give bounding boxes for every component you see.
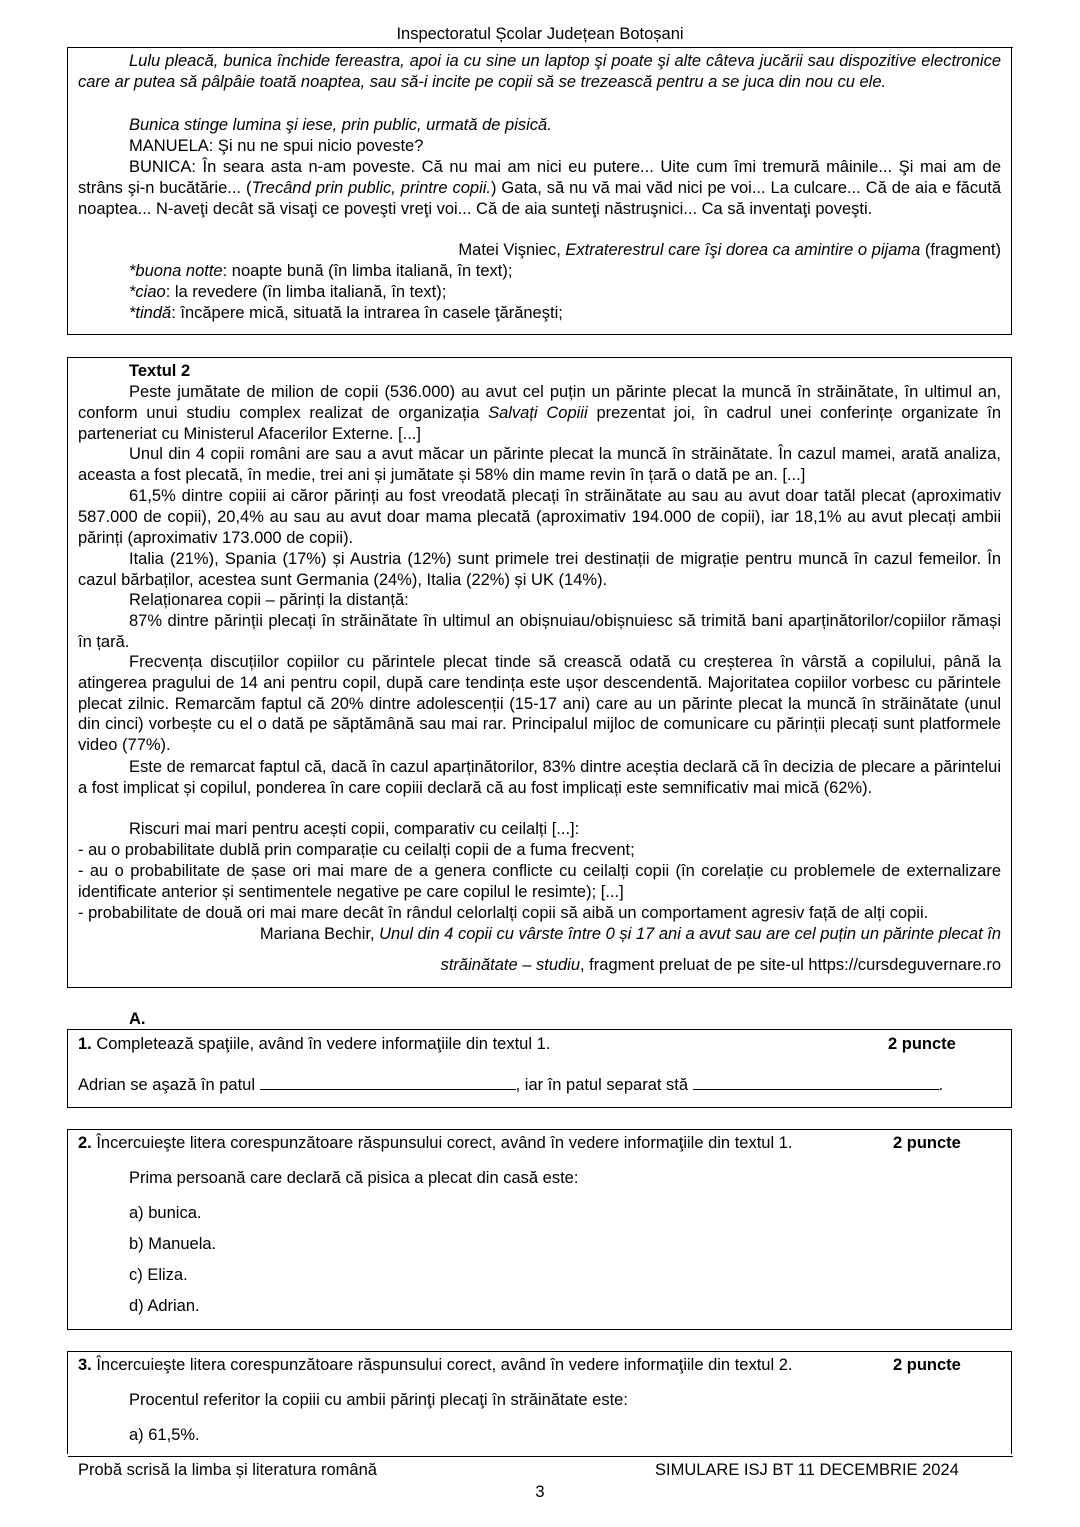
text2-paragraph-9: Riscuri mai mari pentru acești copii, comparativ cu ceilalți [...]: — [129, 820, 580, 838]
dialogue-bunica: BUNICA: În seara asta n-am poveste. Că nu mai am nici eu putere... Uite cum îmi tremură mâinile... Şi mai am de strâns şi-n bucătărie... (Trecând prin public, printre copii.) Gata, să nu vă mai văd nici pe voi... La culcare... Că de aia e făcută noaptea... N-aveţi decât să visaţi ce poveşti vreţi voi... Că de aia sunteţi năstruşnici... Ca să inventaţi poveşti. — [78, 158, 1002, 218]
footnote-tinda: *tindă: încăpere mică, situată la intrarea în casele ţărăneşti; — [129, 304, 563, 322]
answer-blank-1[interactable] — [260, 1075, 516, 1090]
text2-paragraph-5: Relaționarea copii – părinți la distanță: — [129, 591, 409, 609]
text2-paragraph-8: Este de remarcat faptul că, dacă în cazul aparținătorilor, 83% dintre aceștia declară că în decizia de plecare a părintelui a fost implicat și copilul, ponderea în care copiii declară că au fost implicați este semnificativ mai mică (62%). — [78, 758, 1001, 797]
text1-source: Matei Vişniec, Extraterestrul care îşi dorea ca amintire o pijama (fragment) — [458, 241, 1001, 259]
question-1-box — [67, 1029, 1012, 1108]
question-3-box — [67, 1351, 1012, 1454]
question-2-box — [67, 1129, 1012, 1330]
question-2-prompt: Prima persoană care declară că pisica a plecat din casă este: — [129, 1169, 579, 1187]
option-c[interactable]: c) Eliza. — [129, 1266, 188, 1284]
text2-bullet-1: - au o probabilitate dublă prin comparație cu ceilalți copii de a fuma frecvent; — [78, 841, 635, 859]
section-label: A. — [129, 1010, 146, 1028]
option-d[interactable]: d) Adrian. — [129, 1297, 200, 1315]
answer-blank-2[interactable] — [693, 1075, 939, 1090]
text2-paragraph-4: Italia (21%), Spania (17%) și Austria (12%) sunt primele trei destinații de migrație pentru muncă în cazul femeilor. În cazul bărbaților, acestea sunt Germania (24%), Italia (22%) și UK (14%). — [78, 550, 1001, 589]
page-number: 3 — [535, 1483, 545, 1501]
question-1-fill-line: Adrian se aşază în patul , iar în patul separat stă . — [78, 1076, 944, 1094]
question-3-prompt: Procentul referitor la copiii cu ambii părinţi plecaţi în străinătate este: — [129, 1391, 628, 1409]
text2-paragraph-3: 61,5% dintre copiii ai căror părinți au fost vreodată plecați în străinătate au sau au avut doar tatăl plecat (aproximativ 587.000 de copii), 20,4% au sau au avut doar mama plecată (aproximativ 194.000 de copii), iar 18,1% au avut plecați ambii părinți (aproximativ 173.000 de copii). — [78, 487, 1001, 547]
text2-bullet-3: - probabilitate de două ori mai mare decât în rândul celorlalți copii să aibă un comportament agresiv față de alți copii. — [78, 904, 929, 922]
option-b[interactable]: b) Manuela. — [129, 1235, 217, 1253]
question-2-points: 2 puncte — [893, 1134, 961, 1152]
text2-source-line-2: străinătate – studiu, fragment preluat de pe site-ul https://cursdeguvernare.ro — [440, 956, 1001, 974]
footer-right: SIMULARE ISJ BT 11 DECEMBRIE 2024 — [655, 1461, 959, 1479]
text2-paragraph-6: 87% dintre părinții plecați în străinătate în ultimul an obișnuiau/obișnuiesc să trimită bani aparținătorilor/copiilor rămași în țară. — [78, 612, 1001, 651]
text1-box — [67, 47, 1012, 335]
footnote-ciao: *ciao: la revedere (în limba italiană, în text); — [129, 283, 447, 301]
text2-bullet-2: - au o probabilitate de șase ori mai mare de a genera conflicte cu ceilalți copii (în corelație cu problemele de externalizare identificate anterior și sentimentele negative pe care copilul le resimte); [...] — [78, 862, 1001, 901]
option-a[interactable]: a) 61,5%. — [129, 1426, 200, 1444]
question-2-text: 2. Încercuieşte litera corespunzătoare răspunsului corect, având în vedere informaţiile din textul 1. — [78, 1134, 793, 1152]
option-a[interactable]: a) bunica. — [129, 1204, 202, 1222]
page-header: Inspectoratul Școlar Județean Botoșani — [396, 25, 684, 43]
text2-paragraph-7: Frecvența discuțiilor copiilor cu părintele plecat tinde să crească odată cu creșterea în vârstă a copilului, până la atingerea pragului de 14 ani pentru copil, după care tendința este ușor descendentă. Majoritatea copiilor vorbesc cu părintele plecat zilnic. Remarcăm faptul că 20% dintre adolescenții (15-17 ani) care au un părinte plecat la muncă în străinătate (unul din cinci) vorbește cu el o dată pe săptămână sau mai rar. Principalul mijloc de comunicare cu părinții plecați sunt platformele video (77%). — [78, 653, 1001, 755]
dialogue-manuela: MANUELA: Şi nu ne spui nicio poveste? — [129, 137, 424, 155]
text2-paragraph-2: Unul din 4 copii români are sau a avut măcar un părinte plecat la muncă în străinătate. În cazul mamei, arată analiza, aceasta a fost plecată, în medie, trei ani și jumătate și 58% din mame revin în țară o dată pe an. [...] — [78, 445, 1001, 484]
text1-paragraph: Lulu pleacă, bunica închide fereastra, apoi ia cu sine un laptop şi poate şi alte câteva jucării sau dispozitive electronice care ar putea să pâlpâie toată noaptea, sau să-i incite pe copii să se trezească pentru a se juca din nou cu ele. — [78, 52, 1001, 91]
question-1-points: 2 puncte — [888, 1035, 956, 1053]
footer-rule — [68, 1456, 1013, 1457]
footnote-buona-notte: *buona notte: noapte bună (în limba italiană, în text); — [129, 262, 513, 280]
stage-direction: Bunica stinge lumina şi iese, prin public, urmată de pisică. — [129, 116, 552, 134]
text2-source-line-1: Mariana Bechir, Unul din 4 copii cu vârste între 0 și 17 ani a avut sau are cel puțin un părinte plecat în — [259, 925, 1001, 943]
text2-heading: Textul 2 — [129, 362, 191, 380]
question-3-points: 2 puncte — [893, 1356, 961, 1374]
footer-left: Probă scrisă la limba și literatura română — [78, 1461, 377, 1479]
text2-box — [67, 357, 1012, 988]
question-1-text: 1. Completează spaţiile, având în vedere informaţiile din textul 1. — [78, 1035, 551, 1053]
text2-paragraph-1: Peste jumătate de milion de copii (536.000) au avut cel puțin un părinte plecat la muncă în străinătate, în ultimul an, conform unui studiu complex realizat de organizația Salvați Copiii prezentat joi, în cadrul unei conferințe organizate în parteneriat cu Ministerul Afacerilor Externe. [...] — [78, 383, 1002, 443]
question-3-text: 3. Încercuieşte litera corespunzătoare răspunsului corect, având în vedere informaţiile din textul 2. — [78, 1356, 793, 1374]
